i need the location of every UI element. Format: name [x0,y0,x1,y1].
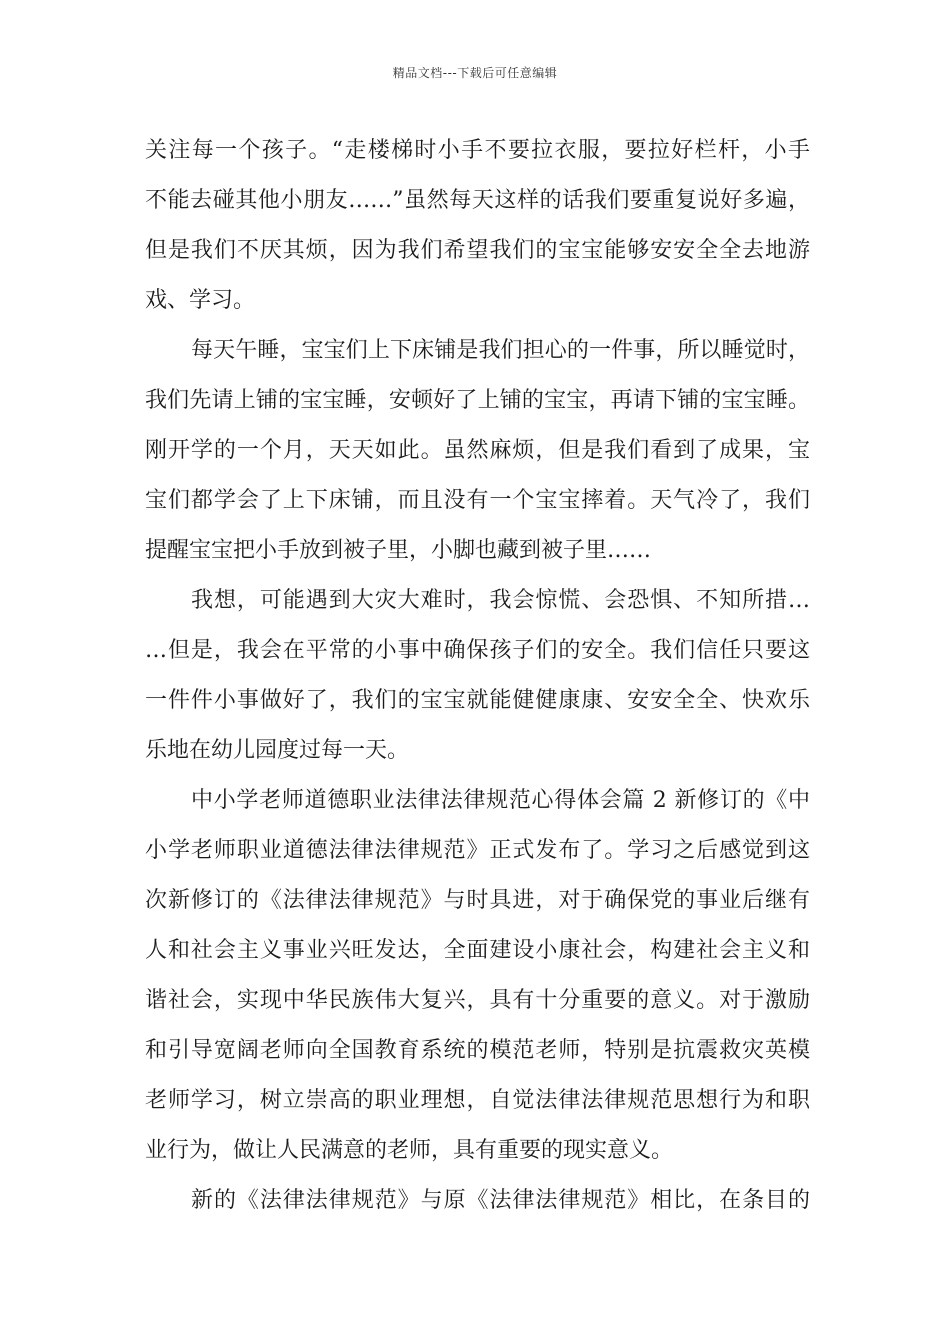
text-line: 我们先请上铺的宝宝睡，安顿好了上铺的宝宝，再请下铺的宝宝睡。 [145,388,810,413]
text-line: 业行为，做让人民满意的老师，具有重要的现实意义。 [145,1138,674,1163]
page-header: 精品文档---下载后可任意编辑 [392,66,558,80]
document-body [145,126,810,1226]
text-line: 提醒宝宝把小手放到被子里，小脚也藏到被子里…… [145,538,652,563]
text-line: 新的《法律法律规范》与原《法律法律规范》相比，在条目的 [191,1188,810,1213]
text-line: …但是，我会在平常的小事中确保孩子们的安全。我们信任只要这 [145,638,810,663]
text-line: 刚开学的一个月，天天如此。虽然麻烦，但是我们看到了成果，宝 [145,438,810,463]
text-line: 我想，可能遇到大灾大难时，我会惊慌、会恐惧、不知所措… [191,588,810,613]
text-line: 人和社会主义事业兴旺发达，全面建设小康社会，构建社会主义和 [145,938,810,963]
text-line: 乐地在幼儿园度过每一天。 [145,738,410,763]
paragraph [145,576,810,776]
text-line: 关注每一个孩子。“走楼梯时小手不要拉衣服，要拉好栏杆，小手 [145,138,810,163]
text-line: 老师学习，树立崇高的职业理想，自觉法律法律规范思想行为和职 [145,1088,810,1113]
text-line: 谐社会，实现中华民族伟大复兴，具有十分重要的意义。对于激励 [145,988,810,1013]
text-line: 宝们都学会了上下床铺，而且没有一个宝宝摔着。天气冷了，我们 [145,488,810,513]
text-line: 每天午睡，宝宝们上下床铺是我们担心的一件事，所以睡觉时， [191,338,810,363]
text-line: 小学老师职业道德法律法律规范》正式发布了。学习之后感觉到这 [145,838,810,863]
text-line: 中小学老师道德职业法律法律规范心得体会篇 2 新修订的《中 [191,788,810,813]
paragraph [145,1176,810,1226]
text-line: 但是我们不厌其烦，因为我们希望我们的宝宝能够安安全全去地游 [145,238,810,263]
paragraph [145,326,810,576]
paragraph [145,126,810,326]
text-line: 不能去碰其他小朋友……”虽然每天这样的话我们要重复说好多遍， [145,188,810,213]
text-line: 次新修订的《法律法律规范》与时具进，对于确保党的事业后继有 [145,888,810,913]
text-line: 戏、学习。 [145,288,256,313]
text-line: 和引导宽阔老师向全国教育系统的模范老师，特别是抗震救灾英模 [145,1038,810,1063]
paragraph [145,776,810,1176]
text-line: 一件件小事做好了，我们的宝宝就能健健康康、安安全全、快欢乐 [145,688,810,713]
